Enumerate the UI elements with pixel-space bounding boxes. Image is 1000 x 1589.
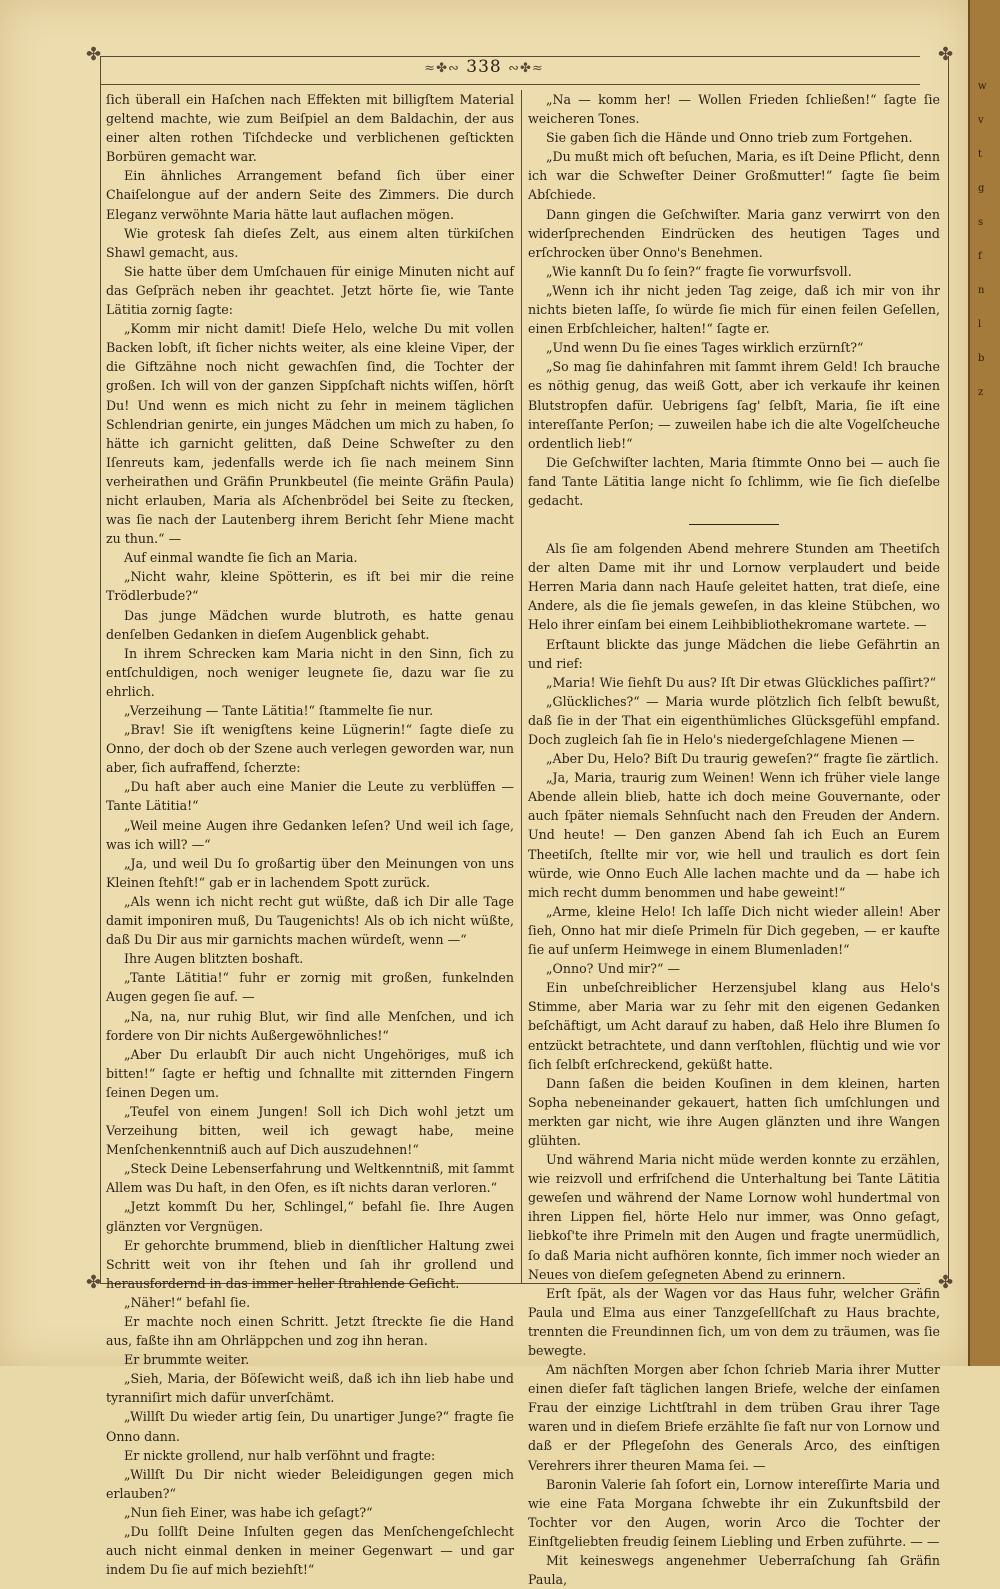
page-number: 338 <box>466 57 502 77</box>
paragraph: „Näher!“ befahl ſie. <box>124 1294 251 1310</box>
corner-ornament-icon: ✤ <box>938 1272 954 1293</box>
paragraph: Ein unbeſchreiblicher Herzensjubel klang aus Helo's Stimme, aber Maria war zu ſehr mit den eigenen Gedanken beſchäftigt, um Acht darauf zu haben, daß Helo ihre Blumen ſo entzückt betrachtete, und dann verſtohlen, flüchtig und wie vor ſich ſelbſt erſchreckend, geküßt hatte. <box>528 980 940 1072</box>
edge-letter: v <box>978 115 984 126</box>
paragraph: Mit keineswegs angenehmer Ueberraſchung ſah Gräfin Paula, <box>528 1553 940 1588</box>
header-flourish-left-icon: ≈✤∾ <box>424 61 460 76</box>
paragraph: Ein ähnliches Arrangement befand ſich über einer Chaiſelongue auf der andern Seite des Zimmers. Die durch Eleganz verwöhnte Maria hätte laut auflachen mögen. <box>106 168 514 222</box>
paragraph: „Du mußt mich oft beſuchen, Maria, es iſt Deine Pflicht, denn ich war die Schweſter Deiner Großmutter!“ ſagte ſie beim Abſchiede. <box>528 149 940 203</box>
paragraph: „Ja, und weil Du ſo großartig über den Meinungen von uns Kleinen ſtehſt!“ gab er in lachendem Spott zurück. <box>106 855 514 890</box>
paragraph: „So mag ſie dahinfahren mit ſammt ihrem Geld! Ich brauche es nöthig genug, das weiß Gott, aber ich verkaufe ihr keinen Blutstropfen dafür. Uebrigens ſag' ſelbſt, Maria, ſie iſt eine intereſſante Perſon; — zuweilen habe ich die alte Vogelſcheuche ordentlich lieb!“ <box>528 359 940 451</box>
edge-letter: l <box>978 319 982 330</box>
corner-ornament-icon: ✤ <box>938 44 954 65</box>
column-divider <box>521 90 522 1283</box>
paragraph: „Brav! Sie iſt wenigſtens keine Lügnerin!“ ſagte dieſe zu Onno, der doch ob der Szene auch verlegen geworden war, nun aber, ſich aufraffend, ſcherzte: <box>106 722 514 776</box>
paragraph: „Wie kannſt Du ſo ſein?“ fragte ſie vorwurfsvoll. <box>546 263 852 279</box>
edge-letter: z <box>978 387 984 398</box>
paragraph: „Willſt Du Dir nicht wieder Beleidigungen gegen mich erlauben?“ <box>106 1466 514 1501</box>
paragraph: „Glückliches?“ — Maria wurde plötzlich ſich ſelbſt bewußt, daß ſie in der That ein eigenthümliches Glücksgefühl empfand. Doch zugleich ſah ſie in Helo's niedergeſchlagene Mienen — <box>528 693 940 747</box>
paragraph: „Steck Deine Lebenserfahrung und Weltkenntniß, mit ſammt Allem was Du haſt, in den Ofen, es iſt nichts daran verloren.“ <box>106 1161 514 1196</box>
edge-letter: w <box>978 81 987 92</box>
header-rule <box>100 84 920 85</box>
paragraph: Das junge Mädchen wurde blutroth, es hatte genau denſelben Gedanken in dieſem Augenblick gehabt. <box>106 607 514 642</box>
corner-ornament-icon: ✤ <box>86 44 102 65</box>
edge-letter: s <box>978 217 984 228</box>
paragraph: ſich überall ein Haſchen nach Effekten mit billigſtem Material geltend machte, wie zum Beiſpiel an dem Baldachin, der aus einer alten rothen Tiſchdecke und verblichenen geſtickten Borbüren gemacht war. <box>106 92 514 165</box>
paragraph: „Maria! Wie ſiehſt Du aus? Iſt Dir etwas Glückliches paſſirt?“ <box>546 674 937 690</box>
paragraph: „Teufel von einem Jungen! Soll ich Dich wohl jetzt um Verzeihung bitten, weil ich gewagt habe, meine Menſchenkenntniß auch auf Dich auszudehnen!“ <box>106 1103 514 1158</box>
corner-ornament-icon: ✤ <box>86 1272 102 1293</box>
paragraph: „Aber Du erlaubſt Dir auch nicht Ungehöriges, muß ich bitten!“ ſagte er heftig und ſchnallte mit zitternden Fingern ſeinen Degen um. <box>106 1046 514 1100</box>
left-column <box>106 90 514 1579</box>
paragraph: Wie grotesk ſah dieſes Zelt, aus einem alten türkiſchen Shawl gemacht, aus. <box>106 225 514 260</box>
adjacent-page-edge <box>968 0 1000 1366</box>
paragraph: Die Geſchwiſter lachten, Maria ſtimmte Onno bei — auch ſie fand Tante Lätitia lange nicht ſo ſchlimm, wie ſie ſich dieſelbe gedacht. <box>528 454 940 508</box>
section-separator <box>689 524 779 525</box>
page-header <box>0 57 968 77</box>
right-column-part2 <box>528 539 940 1589</box>
paragraph: „Aber Du, Helo? Biſt Du traurig geweſen?“ fragte ſie zärtlich. <box>546 751 939 767</box>
paragraph: Ihre Augen blitzten boshaft. <box>124 951 304 967</box>
right-column <box>528 90 940 1589</box>
paragraph: Sie hatte über dem Umſchauen für einige Minuten nicht auf das Geſpräch neben ihr geachtet. Jetzt hörte ſie, wie Tante Lätitia zornig ſagte: <box>106 263 514 318</box>
edge-letter: g <box>978 183 985 194</box>
paragraph: In ihrem Schrecken kam Maria nicht in den Sinn, ſich zu entſchuldigen, noch weniger leugnete ſie, dazu war ſie zu ehrlich. <box>106 645 514 699</box>
paragraph: „Tante Lätitia!“ fuhr er zornig mit großen, funkelnden Augen gegen ſie auf. — <box>106 970 514 1005</box>
paragraph: Er gehorchte brummend, blieb in dienſtlicher Haltung zwei Schritt weit von ihr ſtehen und ſah ihr grollend und herausfordernd in das immer heller ſtrahlende Geſicht. <box>106 1237 514 1291</box>
paragraph: Dann gingen die Geſchwiſter. Maria ganz verwirrt von den widerſprechenden Eindrücken des heutigen Tages und erſchrocken über Onno's Benehmen. <box>528 206 940 260</box>
paragraph: „Onno? Und mir?“ — <box>546 961 680 977</box>
paragraph: Erſt ſpät, als der Wagen vor das Haus fuhr, welcher Gräfin Paula und Elma aus einer Tanzgeſellſchaft zu Haus brachte, trennten die Freundinnen ſich, um von dem zu träumen, was ſie bewegte. <box>528 1285 940 1358</box>
paragraph: Baronin Valerie ſah ſofort ein, Lornow intereſſirte Maria und wie eine Fata Morgana ſchwebte ihr ein Zukunftsbild der Tochter vor den Augen, worin Arco die Tochter der Einſtgeliebten freudig ſeinem Liebling und Erben zuführte. — — <box>528 1476 940 1549</box>
paragraph: Auf einmal wandte ſie ſich an Maria. <box>124 550 358 566</box>
paragraph: „Du haſt aber auch eine Manier die Leute zu verblüffen — Tante Lätitia!“ <box>106 779 514 814</box>
paragraph: „Weil meine Augen ihre Gedanken leſen? Und weil ich ſage, was ich will? —“ <box>106 817 514 852</box>
paragraph: Er machte noch einen Schritt. Jetzt ſtreckte ſie die Hand aus, faßte ihn am Ohrläppchen und zog ihn heran. <box>106 1314 514 1349</box>
paragraph: „Willſt Du wieder artig ſein, Du unartiger Junge?“ fragte ſie Onno dann. <box>106 1409 514 1444</box>
paragraph: „Na — komm her! — Wollen Frieden ſchließen!“ ſagte ſie weicheren Tones. <box>528 92 940 127</box>
header-flourish-right-icon: ∾✤≈ <box>508 61 544 76</box>
paragraph: „Als wenn ich nicht recht gut wüßte, daß ich Dir alle Tage damit imponiren muß, Du Taugenichts! Als ob ich nicht wüßte, daß Du Dir aus mir garnichts machen würdeſt, wenn —“ <box>106 893 514 948</box>
left-rule <box>100 56 101 1283</box>
paragraph: Und während Maria nicht müde werden konnte zu erzählen, wie reizvoll und erfriſchend die Unterhaltung bei Tante Lätitia geweſen und während der Name Lornow wohl hundertmal von ihren Lippen fiel, hörte Helo nur immer, was Onno geſagt, liebkoſ'te ihre Primeln mit den Augen und fragte unermüdlich, ſo daß Maria nicht aufhören konnte, ſich immer noch wieder an Neues von dieſem geſegneten Abend zu erinnern. <box>528 1152 940 1282</box>
paragraph: Er nickte grollend, nur halb verſöhnt und fragte: <box>124 1447 436 1463</box>
paragraph: „Du ſollſt Deine Inſulten gegen das Menſchengeſchlecht auch nicht einmal denken in meiner Gegenwart — und gar indem Du ſie auf mich beziehſt!“ <box>106 1524 514 1578</box>
edge-letter: f <box>978 251 982 262</box>
paragraph: „Nun ſieh Einer, was habe ich geſagt?“ <box>124 1504 373 1520</box>
paragraph: „Arme, kleine Helo! Ich laſſe Dich nicht wieder allein! Aber ſieh, Onno hat mir dieſe Primeln für Dich gegeben, — er kaufte ſie auf unſerm Heimwege in einem Blumenladen!“ <box>528 903 940 958</box>
edge-letter: b <box>978 353 985 364</box>
paragraph: „Ja, Maria, traurig zum Weinen! Wenn ich früher viele lange Abende allein blieb, hatte ich doch meine Gouvernante, oder auch ſpäter niemals Sehnſucht nach den Freuden der Andern. Und heute! — Den ganzen Abend ſah ich Euch an Eurem Theetiſch, ſtellte mir vor, wie hell und traulich es dort ſein würde, wie Onno Euch Alle lachen machte und da — habe ich mich recht dumm benommen und habe geweint!“ <box>528 770 940 900</box>
edge-letter: t <box>978 149 983 160</box>
paragraph: „Jetzt kommſt Du her, Schlingel,“ befahl ſie. Ihre Augen glänzten vor Vergnügen. <box>106 1199 514 1234</box>
right-rule <box>948 56 949 1283</box>
paragraph: „Und wenn Du ſie eines Tages wirklich erzürnſt?“ <box>546 340 864 356</box>
paragraph: Als ſie am folgenden Abend mehrere Stunden am Theetiſch der alten Dame mit ihr und Lornow verplaudert und beide Herren Maria dann nach Hauſe geleitet hatten, trat dieſe, eine Andere, als die ſie jemals geweſen, in das kleine Stübchen, wo Helo ihrer einſam bei einem Leihbibliothekromane wartete. — <box>528 541 940 633</box>
paragraph: „Na, na, nur ruhig Blut, wir ſind alle Menſchen, und ich fordere von Dir nichts Außergewöhnliches!“ <box>106 1008 514 1043</box>
paragraph: Am nächſten Morgen aber ſchon ſchrieb Maria ihrer Mutter einen dieſer faſt täglichen langen Briefe, welche der einſamen Frau der einzige Lichtſtrahl in dem trüben Grau ihrer Tage waren und in dieſem Briefe erzählte ſie faſt nur von Lornow und daß er der Pflegeſohn des Generals Arco, des einſtigen Verehrers ihrer theuren Mama ſei. — <box>528 1362 940 1473</box>
paragraph: Er brummte weiter. <box>124 1352 250 1368</box>
edge-letter: n <box>978 285 985 296</box>
right-column-part1 <box>528 90 940 510</box>
paragraph: „Komm mir nicht damit! Dieſe Helo, welche Du mit vollen Backen lobſt, iſt ſicher nichts weiter, als eine kleine Viper, der die Giftzähne noch nicht gewachſen ſind, die Tochter der großen. Ich will von der ganzen Sippſchaft nichts wiſſen, hörſt Du! Und wenn es mich nicht zu ſehr in meinem täglichen Schlendrian genirte, ein junges Mädchen um mich zu haben, ſo hätte ich garnicht gelitten, daß Deine Schweſter zu den Iſenreuts kam, jedenfalls werde ich ſie nach meinem Sinn verheirathen und Gräfin Prunkbeutel (ſie meinte Gräfin Paula) nicht erlauben, Maria als Aſchenbrödel bei Seite zu ſtecken, was ſie nach der Lautenberg ihrem Bericht ſehr Miene macht zu thun.“ — <box>106 321 514 547</box>
paragraph: „Wenn ich ihr nicht jeden Tag zeige, daß ich mir von ihr nichts bieten laſſe, ſo würde ſie mich für einen feilen Geſellen, einen Erbſchleicher, halten!“ ſagte er. <box>528 282 940 337</box>
paragraph: Erſtaunt blickte das junge Mädchen die liebe Gefährtin an und rief: <box>528 636 940 671</box>
paragraph: „Sieh, Maria, der Böſewicht weiß, daß ich ihn lieb habe und tyranniſirt mich dafür unverſchämt. <box>106 1371 514 1406</box>
paragraph: Dann ſaßen die beiden Kouſinen in dem kleinen, harten Sopha nebeneinander gekauert, hatten ſich umſchlungen und merkten gar nicht, wie ihre Augen glänzten und ihre Wangen glühten. <box>528 1075 940 1148</box>
paragraph: „Nicht wahr, kleine Spötterin, es iſt bei mir die reine Trödlerbude?“ <box>106 569 514 604</box>
paragraph: „Verzeihung — Tante Lätitia!“ ſtammelte ſie nur. <box>124 703 434 718</box>
paragraph: Sie gaben ſich die Hände und Onno trieb zum Fortgehen. <box>546 130 913 146</box>
